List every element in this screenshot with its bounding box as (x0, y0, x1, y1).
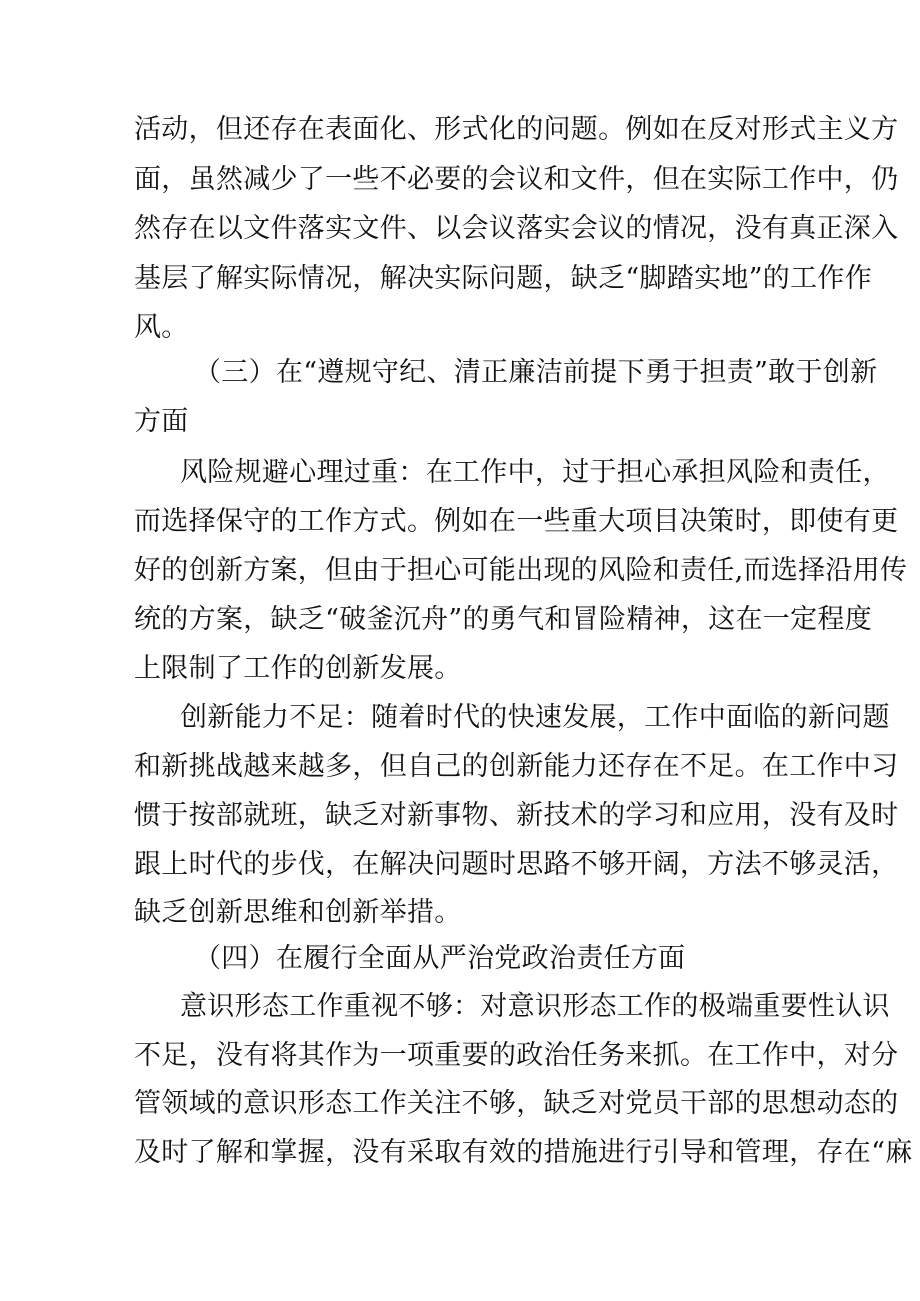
text-line: 上限制了工作的创新发展。 (134, 653, 462, 684)
text-line: 面，虽然减少了一些不必要的会议和文件，但在实际工作中，仍 (134, 164, 899, 195)
text-line: 跟上时代的步伐，在解决问题时思路不够开阔，方法不够灵活， (134, 849, 899, 880)
text-line: 缺乏创新思维和创新举措。 (134, 897, 462, 928)
text-line: 统的方案，缺乏“破釜沉舟”的勇气和冒险精神，这在一定程度 (134, 604, 873, 635)
text-line: 好的创新方案，但由于担心可能出现的风险和责任,而选择沿用传 (134, 555, 908, 586)
text-line: 基层了解实际情况，解决实际问题，缺乏“脚踏实地”的工作作 (134, 263, 873, 294)
paragraph-first-line: 创新能力不足：随着时代的快速发展，工作中面临的新问题 (180, 702, 890, 733)
text-line: 风。 (134, 312, 189, 343)
section-heading-four: （四）在履行全面从严治党政治责任方面 (194, 943, 686, 974)
text-line: 然存在以文件落实文件、以会议落实会议的情况，没有真正深入 (134, 213, 899, 244)
section-heading-three-continued: 方面 (134, 406, 189, 437)
text-line: 活动，但还存在表面化、形式化的问题。例如在反对形式主义方 (134, 114, 899, 145)
text-line: 和新挑战越来越多，但自己的创新能力还存在不足。在工作中习 (134, 751, 899, 782)
section-heading-three: （三）在“遵规守纪、清正廉洁前提下勇于担责”敢于创新 (194, 357, 878, 388)
text-line: 惯于按部就班，缺乏对新事物、新技术的学习和应用，没有及时 (134, 800, 899, 831)
text-line: 而选择保守的工作方式。例如在一些重大项目决策时，即使有更 (134, 506, 899, 537)
text-line: 不足，没有将其作为一项重要的政治任务来抓。在工作中，对分 (134, 1040, 899, 1071)
paragraph-first-line: 风险规避心理过重：在工作中，过于担心承担风险和责任， (180, 457, 890, 488)
text-line: 及时了解和掌握，没有采取有效的措施进行引导和管理，存在“麻 (134, 1137, 913, 1168)
paragraph-first-line: 意识形态工作重视不够：对意识形态工作的极端重要性认识 (180, 991, 890, 1022)
text-line: 管领域的意识形态工作关注不够，缺乏对党员干部的思想动态的 (134, 1088, 899, 1119)
